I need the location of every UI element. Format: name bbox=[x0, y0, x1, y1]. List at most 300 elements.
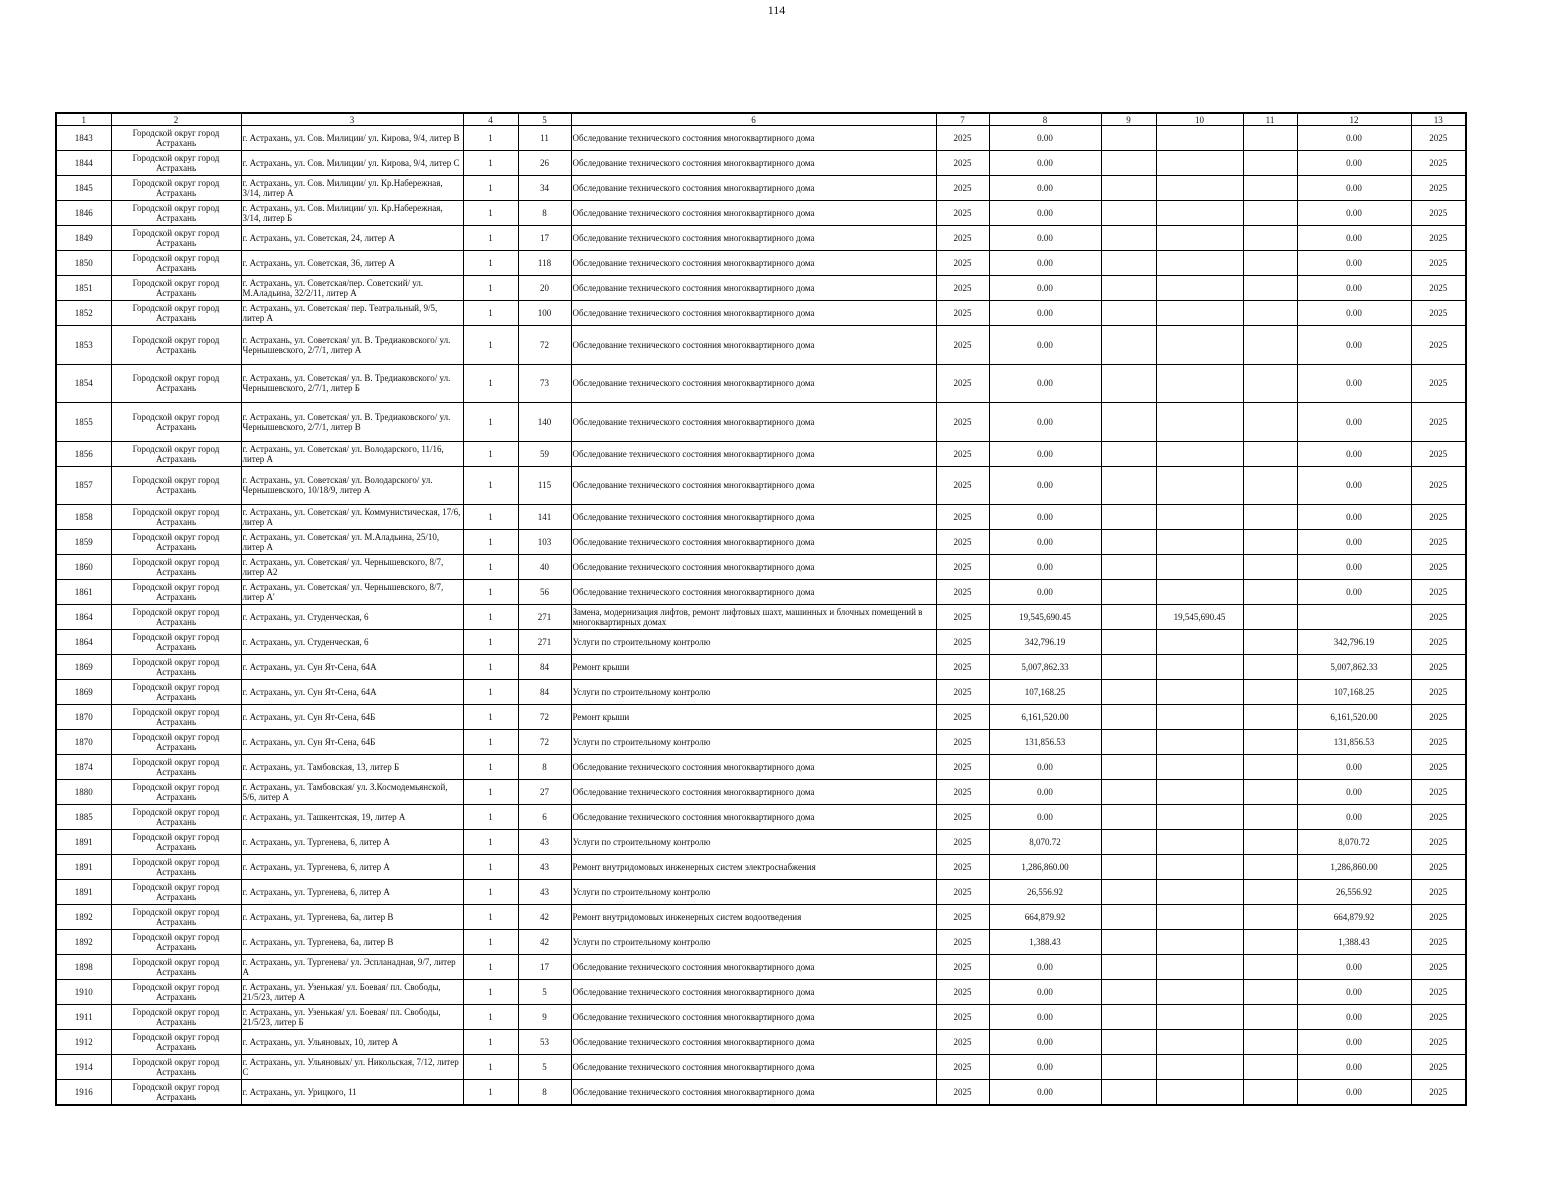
table-row bbox=[56, 276, 1466, 301]
col-5-cell: 73 bbox=[518, 364, 571, 403]
row-number-cell: 1869 bbox=[56, 680, 111, 705]
work-type-cell: Услуги по строительному контролю bbox=[571, 880, 936, 905]
col-4-cell: 1 bbox=[463, 403, 518, 442]
address-cell: г. Астрахань, ул. Узенькая/ ул. Боевая/ пл. Свободы, 21/5/23, литер А bbox=[241, 980, 463, 1005]
completion-year-cell: 2025 bbox=[1411, 880, 1466, 905]
year-cell: 2025 bbox=[936, 905, 989, 930]
municipality-cell: Городской округ город Астрахань bbox=[111, 1005, 241, 1030]
col-10-cell bbox=[1156, 680, 1243, 705]
col-4-cell: 1 bbox=[463, 955, 518, 980]
year-cell: 2025 bbox=[936, 466, 989, 505]
col-4-cell: 1 bbox=[463, 1080, 518, 1106]
col-9-cell bbox=[1101, 176, 1156, 201]
address-cell: г. Астрахань, ул. Ташкентская, 19, литер А bbox=[241, 805, 463, 830]
page-number: 114 bbox=[767, 3, 786, 17]
col-11-cell bbox=[1243, 780, 1297, 805]
col-5-cell: 26 bbox=[518, 151, 571, 176]
completion-year-cell: 2025 bbox=[1411, 580, 1466, 605]
year-cell: 2025 bbox=[936, 201, 989, 226]
col-5-cell: 40 bbox=[518, 555, 571, 580]
col-9-cell bbox=[1101, 955, 1156, 980]
municipality-cell: Городской округ город Астрахань bbox=[111, 555, 241, 580]
address-cell: г. Астрахань, ул. Сун Ят-Сена, 64А bbox=[241, 680, 463, 705]
col-10-cell bbox=[1156, 830, 1243, 855]
address-cell: г. Астрахань, ул. Советская/пер. Советский/ ул. М.Аладьина, 32/2/11, литер А bbox=[241, 276, 463, 301]
work-type-cell: Ремонт внутридомовых инженерных систем водоотведения bbox=[571, 905, 936, 930]
year-cell: 2025 bbox=[936, 176, 989, 201]
col-10-cell bbox=[1156, 705, 1243, 730]
year-cell: 2025 bbox=[936, 151, 989, 176]
col-5-cell: 43 bbox=[518, 855, 571, 880]
year-cell: 2025 bbox=[936, 301, 989, 326]
col-12-cost-cell: 0.00 bbox=[1297, 441, 1411, 466]
col-12-cost-cell: 0.00 bbox=[1297, 805, 1411, 830]
municipality-cell: Городской округ город Астрахань bbox=[111, 530, 241, 555]
total-cost-cell: 0.00 bbox=[989, 980, 1101, 1005]
col-4-cell: 1 bbox=[463, 880, 518, 905]
col-9-cell bbox=[1101, 705, 1156, 730]
col-4-cell: 1 bbox=[463, 930, 518, 955]
col-4-cell: 1 bbox=[463, 466, 518, 505]
completion-year-cell: 2025 bbox=[1411, 201, 1466, 226]
work-type-cell: Обследование технического состояния многоквартирного дома bbox=[571, 176, 936, 201]
col-5-cell: 72 bbox=[518, 326, 571, 365]
col-4-cell: 1 bbox=[463, 805, 518, 830]
work-type-cell: Обследование технического состояния многоквартирного дома bbox=[571, 1055, 936, 1080]
col-10-cell bbox=[1156, 126, 1243, 151]
col-4-cell: 1 bbox=[463, 1055, 518, 1080]
col-9-cell bbox=[1101, 655, 1156, 680]
col-4-cell: 1 bbox=[463, 730, 518, 755]
col-11-cell bbox=[1243, 605, 1297, 630]
column-header: 1 bbox=[56, 113, 111, 126]
address-cell: г. Астрахань, ул. Узенькая/ ул. Боевая/ пл. Свободы, 21/5/23, литер Б bbox=[241, 1005, 463, 1030]
work-type-cell: Обследование технического состояния многоквартирного дома bbox=[571, 780, 936, 805]
work-type-cell: Обследование технического состояния многоквартирного дома bbox=[571, 1005, 936, 1030]
col-12-cost-cell: 0.00 bbox=[1297, 126, 1411, 151]
col-5-cell: 271 bbox=[518, 605, 571, 630]
total-cost-cell: 664,879.92 bbox=[989, 905, 1101, 930]
col-11-cell bbox=[1243, 126, 1297, 151]
completion-year-cell: 2025 bbox=[1411, 126, 1466, 151]
col-9-cell bbox=[1101, 1030, 1156, 1055]
column-header: 11 bbox=[1243, 113, 1297, 126]
col-5-cell: 115 bbox=[518, 466, 571, 505]
col-9-cell bbox=[1101, 555, 1156, 580]
row-number-cell: 1910 bbox=[56, 980, 111, 1005]
total-cost-cell: 0.00 bbox=[989, 276, 1101, 301]
row-number-cell: 1857 bbox=[56, 466, 111, 505]
col-5-cell: 141 bbox=[518, 505, 571, 530]
table-row bbox=[56, 730, 1466, 755]
total-cost-cell: 0.00 bbox=[989, 955, 1101, 980]
address-cell: г. Астрахань, ул. Советская/ ул. Чернышевского, 8/7, литер А2 bbox=[241, 555, 463, 580]
column-header: 2 bbox=[111, 113, 241, 126]
table-row bbox=[56, 955, 1466, 980]
work-type-cell: Ремонт крыши bbox=[571, 705, 936, 730]
col-9-cell bbox=[1101, 580, 1156, 605]
col-5-cell: 59 bbox=[518, 441, 571, 466]
col-4-cell: 1 bbox=[463, 530, 518, 555]
col-5-cell: 271 bbox=[518, 630, 571, 655]
col-10-cell bbox=[1156, 251, 1243, 276]
table-row bbox=[56, 780, 1466, 805]
municipality-cell: Городской округ город Астрахань bbox=[111, 580, 241, 605]
table-row bbox=[56, 403, 1466, 442]
work-type-cell: Обследование технического состояния многоквартирного дома bbox=[571, 980, 936, 1005]
col-9-cell bbox=[1101, 855, 1156, 880]
col-11-cell bbox=[1243, 905, 1297, 930]
col-10-cell bbox=[1156, 755, 1243, 780]
completion-year-cell: 2025 bbox=[1411, 805, 1466, 830]
col-4-cell: 1 bbox=[463, 364, 518, 403]
completion-year-cell: 2025 bbox=[1411, 980, 1466, 1005]
col-12-cost-cell: 0.00 bbox=[1297, 505, 1411, 530]
col-12-cost-cell: 8,070.72 bbox=[1297, 830, 1411, 855]
address-cell: г. Астрахань, ул. Студенческая, 6 bbox=[241, 605, 463, 630]
row-number-cell: 1853 bbox=[56, 326, 111, 365]
table-row bbox=[56, 201, 1466, 226]
col-12-cost-cell: 0.00 bbox=[1297, 955, 1411, 980]
column-header: 3 bbox=[241, 113, 463, 126]
col-5-cell: 8 bbox=[518, 755, 571, 780]
address-cell: г. Астрахань, ул. Тургенева, 6, литер А bbox=[241, 855, 463, 880]
table-row bbox=[56, 126, 1466, 151]
col-12-cost-cell: 0.00 bbox=[1297, 403, 1411, 442]
municipality-cell: Городской округ город Астрахань bbox=[111, 780, 241, 805]
table-row bbox=[56, 326, 1466, 365]
completion-year-cell: 2025 bbox=[1411, 251, 1466, 276]
address-cell: г. Астрахань, ул. Советская/ пер. Театральный, 9/5, литер А bbox=[241, 301, 463, 326]
col-4-cell: 1 bbox=[463, 226, 518, 251]
total-cost-cell: 0.00 bbox=[989, 805, 1101, 830]
col-10-cell bbox=[1156, 441, 1243, 466]
col-5-cell: 20 bbox=[518, 276, 571, 301]
work-type-cell: Обследование технического состояния многоквартирного дома bbox=[571, 505, 936, 530]
col-9-cell bbox=[1101, 226, 1156, 251]
completion-year-cell: 2025 bbox=[1411, 466, 1466, 505]
col-10-cell bbox=[1156, 1005, 1243, 1030]
col-5-cell: 72 bbox=[518, 730, 571, 755]
col-12-cost-cell: 0.00 bbox=[1297, 251, 1411, 276]
col-11-cell bbox=[1243, 655, 1297, 680]
col-5-cell: 5 bbox=[518, 1055, 571, 1080]
year-cell: 2025 bbox=[936, 830, 989, 855]
col-5-cell: 27 bbox=[518, 780, 571, 805]
work-type-cell: Обследование технического состояния многоквартирного дома bbox=[571, 441, 936, 466]
table-row bbox=[56, 530, 1466, 555]
col-12-cost-cell: 0.00 bbox=[1297, 326, 1411, 365]
col-12-cost-cell: 0.00 bbox=[1297, 530, 1411, 555]
col-5-cell: 5 bbox=[518, 980, 571, 1005]
col-11-cell bbox=[1243, 1055, 1297, 1080]
table-row bbox=[56, 605, 1466, 630]
work-type-cell: Обследование технического состояния многоквартирного дома bbox=[571, 301, 936, 326]
row-number-cell: 1860 bbox=[56, 555, 111, 580]
work-type-cell: Обследование технического состояния многоквартирного дома bbox=[571, 466, 936, 505]
col-11-cell bbox=[1243, 364, 1297, 403]
total-cost-cell: 8,070.72 bbox=[989, 830, 1101, 855]
row-number-cell: 1850 bbox=[56, 251, 111, 276]
col-9-cell bbox=[1101, 301, 1156, 326]
municipality-cell: Городской округ город Астрахань bbox=[111, 755, 241, 780]
col-5-cell: 43 bbox=[518, 830, 571, 855]
col-5-cell: 8 bbox=[518, 1080, 571, 1106]
total-cost-cell: 0.00 bbox=[989, 226, 1101, 251]
col-9-cell bbox=[1101, 905, 1156, 930]
col-5-cell: 6 bbox=[518, 805, 571, 830]
table-row bbox=[56, 151, 1466, 176]
col-11-cell bbox=[1243, 705, 1297, 730]
address-cell: г. Астрахань, ул. Советская/ ул. В. Тредиаковского/ ул. Чернышевского, 2/7/1, литер В bbox=[241, 403, 463, 442]
col-12-cost-cell: 342,796.19 bbox=[1297, 630, 1411, 655]
col-5-cell: 43 bbox=[518, 880, 571, 905]
col-11-cell bbox=[1243, 176, 1297, 201]
completion-year-cell: 2025 bbox=[1411, 955, 1466, 980]
col-9-cell bbox=[1101, 151, 1156, 176]
column-header: 9 bbox=[1101, 113, 1156, 126]
total-cost-cell: 0.00 bbox=[989, 780, 1101, 805]
col-4-cell: 1 bbox=[463, 905, 518, 930]
work-type-cell: Обследование технического состояния многоквартирного дома bbox=[571, 364, 936, 403]
row-number-cell: 1861 bbox=[56, 580, 111, 605]
table-row bbox=[56, 1030, 1466, 1055]
column-header: 5 bbox=[518, 113, 571, 126]
municipality-cell: Городской округ город Астрахань bbox=[111, 403, 241, 442]
year-cell: 2025 bbox=[936, 126, 989, 151]
table-row bbox=[56, 466, 1466, 505]
address-cell: г. Астрахань, ул. Сун Ят-Сена, 64Б bbox=[241, 730, 463, 755]
col-4-cell: 1 bbox=[463, 301, 518, 326]
total-cost-cell: 0.00 bbox=[989, 530, 1101, 555]
col-10-cell bbox=[1156, 630, 1243, 655]
completion-year-cell: 2025 bbox=[1411, 403, 1466, 442]
year-cell: 2025 bbox=[936, 630, 989, 655]
total-cost-cell: 0.00 bbox=[989, 251, 1101, 276]
col-11-cell bbox=[1243, 555, 1297, 580]
address-cell: г. Астрахань, ул. Сов. Милиции/ ул. Кирова, 9/4, литер В bbox=[241, 126, 463, 151]
col-11-cell bbox=[1243, 276, 1297, 301]
address-cell: г. Астрахань, ул. Тургенева, 6а, литер В bbox=[241, 905, 463, 930]
total-cost-cell: 6,161,520.00 bbox=[989, 705, 1101, 730]
work-type-cell: Обследование технического состояния многоквартирного дома bbox=[571, 805, 936, 830]
total-cost-cell: 0.00 bbox=[989, 580, 1101, 605]
col-12-cost-cell: 0.00 bbox=[1297, 755, 1411, 780]
work-type-cell: Обследование технического состояния многоквартирного дома bbox=[571, 326, 936, 365]
col-4-cell: 1 bbox=[463, 680, 518, 705]
total-cost-cell: 0.00 bbox=[989, 755, 1101, 780]
work-type-cell: Обследование технического состояния многоквартирного дома bbox=[571, 276, 936, 301]
col-12-cost-cell: 6,161,520.00 bbox=[1297, 705, 1411, 730]
completion-year-cell: 2025 bbox=[1411, 905, 1466, 930]
municipality-cell: Городской округ город Астрахань bbox=[111, 466, 241, 505]
completion-year-cell: 2025 bbox=[1411, 441, 1466, 466]
col-11-cell bbox=[1243, 880, 1297, 905]
address-cell: г. Астрахань, ул. Советская/ ул. Коммунистическая, 17/6, литер А bbox=[241, 505, 463, 530]
completion-year-cell: 2025 bbox=[1411, 630, 1466, 655]
address-cell: г. Астрахань, ул. Сов. Милиции/ ул. Кр.Набережная, 3/14, литер А bbox=[241, 176, 463, 201]
table-row bbox=[56, 680, 1466, 705]
col-9-cell bbox=[1101, 505, 1156, 530]
municipality-cell: Городской округ город Астрахань bbox=[111, 505, 241, 530]
year-cell: 2025 bbox=[936, 880, 989, 905]
work-type-cell: Ремонт крыши bbox=[571, 655, 936, 680]
col-12-cost-cell: 0.00 bbox=[1297, 1055, 1411, 1080]
col-12-cost-cell: 107,168.25 bbox=[1297, 680, 1411, 705]
table-row bbox=[56, 855, 1466, 880]
col-4-cell: 1 bbox=[463, 580, 518, 605]
row-number-cell: 1885 bbox=[56, 805, 111, 830]
address-cell: г. Астрахань, ул. Студенческая, 6 bbox=[241, 630, 463, 655]
year-cell: 2025 bbox=[936, 705, 989, 730]
row-number-cell: 1891 bbox=[56, 830, 111, 855]
municipality-cell: Городской округ город Астрахань bbox=[111, 830, 241, 855]
total-cost-cell: 0.00 bbox=[989, 126, 1101, 151]
col-11-cell bbox=[1243, 226, 1297, 251]
municipality-cell: Городской округ город Астрахань bbox=[111, 201, 241, 226]
row-number-cell: 1916 bbox=[56, 1080, 111, 1106]
completion-year-cell: 2025 bbox=[1411, 530, 1466, 555]
year-cell: 2025 bbox=[936, 226, 989, 251]
municipality-cell: Городской округ город Астрахань bbox=[111, 1030, 241, 1055]
year-cell: 2025 bbox=[936, 730, 989, 755]
col-4-cell: 1 bbox=[463, 201, 518, 226]
col-4-cell: 1 bbox=[463, 980, 518, 1005]
table-row bbox=[56, 555, 1466, 580]
completion-year-cell: 2025 bbox=[1411, 326, 1466, 365]
col-12-cost-cell: 0.00 bbox=[1297, 1030, 1411, 1055]
year-cell: 2025 bbox=[936, 780, 989, 805]
municipality-cell: Городской округ город Астрахань bbox=[111, 151, 241, 176]
total-cost-cell: 0.00 bbox=[989, 441, 1101, 466]
work-type-cell: Обследование технического состояния многоквартирного дома bbox=[571, 580, 936, 605]
total-cost-cell: 0.00 bbox=[989, 466, 1101, 505]
completion-year-cell: 2025 bbox=[1411, 276, 1466, 301]
address-cell: г. Астрахань, ул. Советская, 24, литер А bbox=[241, 226, 463, 251]
col-12-cost-cell: 0.00 bbox=[1297, 276, 1411, 301]
row-number-cell: 1864 bbox=[56, 605, 111, 630]
year-cell: 2025 bbox=[936, 1030, 989, 1055]
col-12-cost-cell: 0.00 bbox=[1297, 226, 1411, 251]
address-cell: г. Астрахань, ул. Советская/ ул. В. Тредиаковского/ ул. Чернышевского, 2/7/1, литер А bbox=[241, 326, 463, 365]
completion-year-cell: 2025 bbox=[1411, 655, 1466, 680]
year-cell: 2025 bbox=[936, 580, 989, 605]
completion-year-cell: 2025 bbox=[1411, 1030, 1466, 1055]
work-type-cell: Услуги по строительному контролю bbox=[571, 830, 936, 855]
row-number-cell: 1844 bbox=[56, 151, 111, 176]
total-cost-cell: 0.00 bbox=[989, 505, 1101, 530]
col-4-cell: 1 bbox=[463, 251, 518, 276]
year-cell: 2025 bbox=[936, 251, 989, 276]
col-4-cell: 1 bbox=[463, 605, 518, 630]
column-header: 12 bbox=[1297, 113, 1411, 126]
address-cell: г. Астрахань, ул. Ульяновых, 10, литер А bbox=[241, 1030, 463, 1055]
col-11-cell bbox=[1243, 530, 1297, 555]
total-cost-cell: 0.00 bbox=[989, 1080, 1101, 1106]
table-row bbox=[56, 1055, 1466, 1080]
table-row bbox=[56, 930, 1466, 955]
col-10-cell bbox=[1156, 555, 1243, 580]
total-cost-cell: 0.00 bbox=[989, 176, 1101, 201]
address-cell: г. Астрахань, ул. Сов. Милиции/ ул. Кирова, 9/4, литер С bbox=[241, 151, 463, 176]
col-12-cost-cell: 0.00 bbox=[1297, 580, 1411, 605]
works-table bbox=[55, 112, 1467, 1106]
row-number-cell: 1898 bbox=[56, 955, 111, 980]
row-number-cell: 1911 bbox=[56, 1005, 111, 1030]
address-cell: г. Астрахань, ул. Тургенева, 6, литер А bbox=[241, 880, 463, 905]
col-10-cell bbox=[1156, 151, 1243, 176]
row-number-cell: 1855 bbox=[56, 403, 111, 442]
col-12-cost-cell: 0.00 bbox=[1297, 780, 1411, 805]
total-cost-cell: 0.00 bbox=[989, 364, 1101, 403]
col-12-cost-cell: 0.00 bbox=[1297, 1005, 1411, 1030]
total-cost-cell: 0.00 bbox=[989, 1030, 1101, 1055]
municipality-cell: Городской округ город Астрахань bbox=[111, 680, 241, 705]
col-5-cell: 72 bbox=[518, 705, 571, 730]
total-cost-cell: 0.00 bbox=[989, 201, 1101, 226]
address-cell: г. Астрахань, ул. Ульяновых/ ул. Никольская, 7/12, литер С bbox=[241, 1055, 463, 1080]
col-4-cell: 1 bbox=[463, 1030, 518, 1055]
col-9-cell bbox=[1101, 276, 1156, 301]
completion-year-cell: 2025 bbox=[1411, 555, 1466, 580]
col-9-cell bbox=[1101, 730, 1156, 755]
table-row bbox=[56, 905, 1466, 930]
table-row bbox=[56, 805, 1466, 830]
col-10-cell bbox=[1156, 1030, 1243, 1055]
address-cell: г. Астрахань, ул. Тургенева, 6а, литер В bbox=[241, 930, 463, 955]
completion-year-cell: 2025 bbox=[1411, 1055, 1466, 1080]
year-cell: 2025 bbox=[936, 403, 989, 442]
address-cell: г. Астрахань, ул. Советская/ ул. Володарского, 11/16, литер А bbox=[241, 441, 463, 466]
col-5-cell: 17 bbox=[518, 955, 571, 980]
col-5-cell: 100 bbox=[518, 301, 571, 326]
row-number-cell: 1912 bbox=[56, 1030, 111, 1055]
year-cell: 2025 bbox=[936, 930, 989, 955]
table-row bbox=[56, 705, 1466, 730]
col-10-cell bbox=[1156, 1080, 1243, 1106]
municipality-cell: Городской округ город Астрахань bbox=[111, 630, 241, 655]
total-cost-cell: 0.00 bbox=[989, 326, 1101, 365]
col-11-cell bbox=[1243, 930, 1297, 955]
col-9-cell bbox=[1101, 755, 1156, 780]
col-10-cell bbox=[1156, 955, 1243, 980]
col-9-cell bbox=[1101, 880, 1156, 905]
row-number-cell: 1880 bbox=[56, 780, 111, 805]
col-5-cell: 140 bbox=[518, 403, 571, 442]
column-header: 6 bbox=[571, 113, 936, 126]
completion-year-cell: 2025 bbox=[1411, 176, 1466, 201]
total-cost-cell: 107,168.25 bbox=[989, 680, 1101, 705]
col-11-cell bbox=[1243, 403, 1297, 442]
col-10-cell bbox=[1156, 276, 1243, 301]
col-5-cell: 9 bbox=[518, 1005, 571, 1030]
year-cell: 2025 bbox=[936, 1005, 989, 1030]
table-row bbox=[56, 630, 1466, 655]
col-9-cell bbox=[1101, 1080, 1156, 1106]
total-cost-cell: 0.00 bbox=[989, 1005, 1101, 1030]
year-cell: 2025 bbox=[936, 955, 989, 980]
municipality-cell: Городской округ город Астрахань bbox=[111, 730, 241, 755]
col-12-cost-cell: 5,007,862.33 bbox=[1297, 655, 1411, 680]
col-5-cell: 118 bbox=[518, 251, 571, 276]
col-10-cell bbox=[1156, 530, 1243, 555]
row-number-cell: 1858 bbox=[56, 505, 111, 530]
table-row bbox=[56, 226, 1466, 251]
municipality-cell: Городской округ город Астрахань bbox=[111, 655, 241, 680]
year-cell: 2025 bbox=[936, 805, 989, 830]
table-row bbox=[56, 980, 1466, 1005]
col-10-cell bbox=[1156, 655, 1243, 680]
